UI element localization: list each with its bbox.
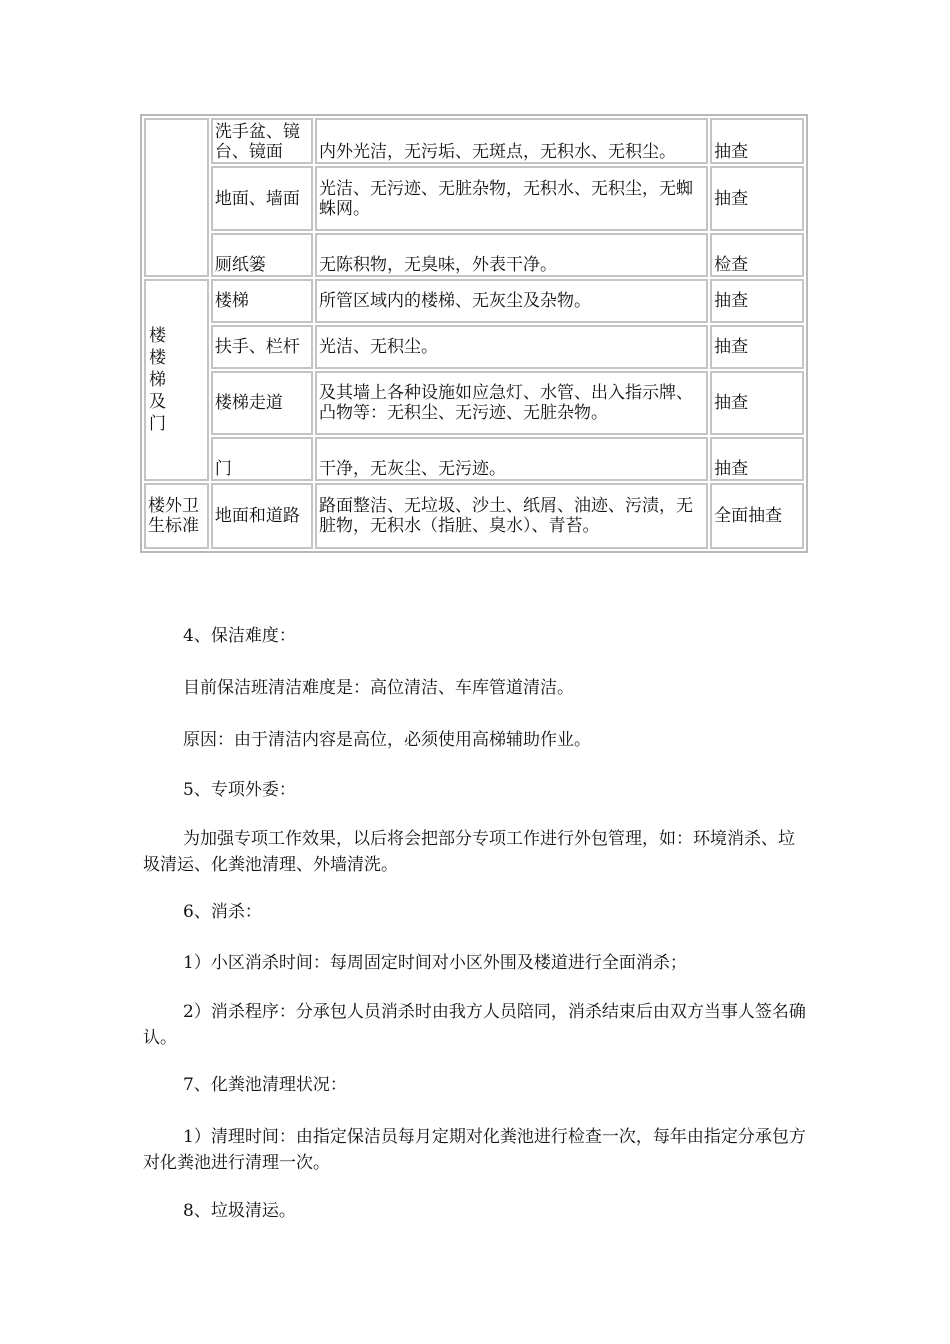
paragraph: 为加强专项工作效果，以后将会把部分专项工作进行外包管理，如：环境消杀、垃圾清运、化粪池清理、外墙清洗。 [143,829,795,875]
method-cell: 检查 [710,233,804,277]
section-heading-garbage: 8、垃圾清运。 [183,1201,296,1221]
item-cell: 门 [211,437,313,481]
table-row [144,279,804,323]
group-cell-washroom [144,118,209,277]
method-cell: 抽查 [710,437,804,481]
item-cell: 洗手盆、镜台、镜面 [211,118,313,164]
item-cell: 地面和道路 [211,483,313,549]
section-heading-difficulty: 4、保洁难度： [183,626,296,646]
method-cell: 全面抽查 [710,483,804,549]
standard-cell: 及其墙上各种设施如应急灯、水管、出入指示牌、凸物等：无积尘、无污迹、无脏杂物。 [315,371,708,435]
cleaning-standards-table [140,114,808,553]
section-heading-septic-tank: 7、化粪池清理状况： [183,1075,347,1095]
item-cell: 厕纸篓 [211,233,313,277]
group-cell-outdoor: 楼外卫生标准 [144,483,209,549]
table-row [144,233,804,277]
method-cell: 抽查 [710,325,804,369]
standard-cell: 路面整洁、无垃圾、沙土、纸屑、油迹、污渍，无脏物，无积水（指脏、臭水）、青苔。 [315,483,708,549]
section-heading-disinfection: 6、消杀： [183,902,262,922]
standard-cell: 干净，无灰尘、无污迹。 [315,437,708,481]
table-row [144,437,804,481]
group-cell-stairs [144,279,209,481]
standard-cell: 所管区域内的楼梯、无灰尘及杂物。 [315,279,708,323]
standard-cell: 光洁、无积尘。 [315,325,708,369]
standard-cell: 无陈积物，无臭味，外表干净。 [315,233,708,277]
item-cell: 楼梯走道 [211,371,313,435]
paragraph: 目前保洁班清洁难度是：高位清洁、车库管道清洁。 [183,678,574,698]
paragraph: 原因：由于清洁内容是高位，必须使用高梯辅助作业。 [183,730,591,750]
section-heading-outsourcing: 5、专项外委： [183,780,296,800]
item-cell: 楼梯 [211,279,313,323]
method-cell: 抽查 [710,118,804,164]
group-label-stairs: 楼楼梯及门 [149,326,166,434]
method-cell: 抽查 [710,371,804,435]
item-cell: 扶手、栏杆 [211,325,313,369]
table-row [144,483,804,549]
paragraph: 1）清理时间：由指定保洁员每月定期对化粪池进行检查一次，每年由指定分承包方对化粪池进行清理一次。 [143,1127,806,1173]
standard-cell: 光洁、无污迹、无脏杂物，无积水、无积尘，无蜘蛛网。 [315,166,708,231]
method-cell: 抽查 [710,279,804,323]
method-cell: 抽查 [710,166,804,231]
table-row [144,371,804,435]
table-row [144,118,804,164]
standard-cell: 内外光洁，无污垢、无斑点，无积水、无积尘。 [315,118,708,164]
item-cell: 地面、墙面 [211,166,313,231]
paragraph: 1）小区消杀时间：每周固定时间对小区外围及楼道进行全面消杀； [183,953,687,973]
table-row [144,325,804,369]
table-row [144,166,804,231]
paragraph: 2）消杀程序：分承包人员消杀时由我方人员陪同，消杀结束后由双方当事人签名确认。 [143,1002,806,1048]
